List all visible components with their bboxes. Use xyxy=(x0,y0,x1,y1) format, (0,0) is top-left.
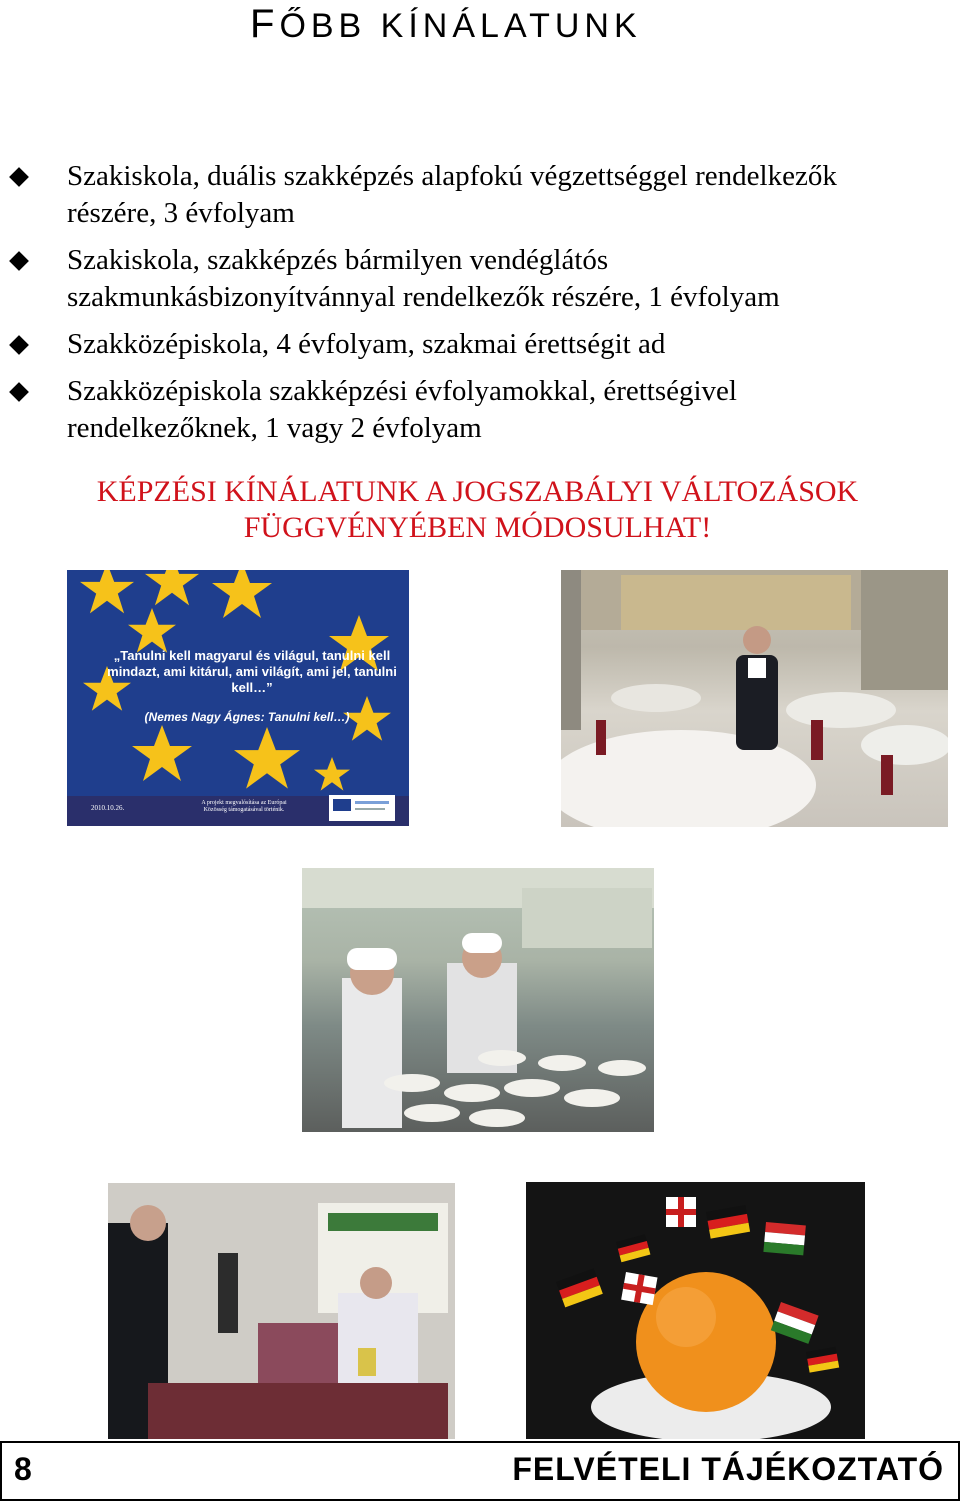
eu-slide-author: (Nemes Nagy Ágnes: Tanulni kell…) xyxy=(144,710,350,724)
footer-title: FELVÉTELI TÁJÉKOZTATÓ xyxy=(512,1451,944,1487)
page-title xyxy=(250,2,950,47)
offer-text: Szakközépiskola, 4 évfolyam, szakmai érettségit ad xyxy=(67,328,666,360)
offer-list xyxy=(10,158,910,457)
offer-item xyxy=(10,326,910,363)
offer-text: Szakiskola, szakképzés bármilyen vendéglátós szakmunkásbizonyítvánnyal rendelkezők részére, 1 évfolyam xyxy=(67,244,780,313)
diamond-bullet-icon xyxy=(9,251,29,271)
presentation-photo xyxy=(108,1183,455,1439)
eu-logos xyxy=(329,795,395,821)
restaurant-photo xyxy=(561,570,948,827)
offer-item xyxy=(10,242,910,316)
kitchen-scene xyxy=(302,868,654,1132)
restaurant-scene xyxy=(561,570,948,827)
page-title-initial: F xyxy=(250,2,280,46)
eu-slide-quote: „Tanulni kell magyarul és világul, tanulni kell mindazt, ami kitárul, ami világít, ami jel, tanulni kell…” xyxy=(107,648,397,695)
diamond-bullet-icon xyxy=(9,167,29,187)
offer-text: Szakiskola, duális szakképzés alapfokú végzettséggel rendelkezők részére, 3 évfolyam xyxy=(67,160,837,229)
offer-item xyxy=(10,158,910,232)
diamond-bullet-icon xyxy=(9,335,29,355)
regulation-notice: KÉPZÉSI KÍNÁLATUNK A JOGSZABÁLYI VÁLTOZÁSOK FÜGGVÉNYÉBEN MÓDOSULHAT! xyxy=(96,475,859,544)
page-title-rest: ŐBB KÍNÁLATUNK xyxy=(279,7,642,45)
offer-item xyxy=(10,373,910,447)
kitchen-photo xyxy=(302,868,654,1132)
page-footer xyxy=(0,1441,960,1501)
page-number: 8 xyxy=(14,1451,32,1487)
diamond-bullet-icon xyxy=(9,382,29,402)
orange-flags-photo xyxy=(526,1182,865,1439)
orange-flags-scene xyxy=(526,1182,865,1439)
eu-stars-graphic xyxy=(67,570,409,826)
eu-slide-date: 2010.10.26. xyxy=(91,804,125,812)
eu-slide-image xyxy=(67,570,409,826)
presentation-scene xyxy=(108,1183,455,1439)
eu-slide-note: A projekt megvalósítása az Európai Közösség támogatásával történik. xyxy=(201,800,287,813)
offer-text: Szakközépiskola szakképzési évfolyamokkal, érettségivel rendelkezőknek, 1 vagy 2 évfolyam xyxy=(67,375,737,444)
